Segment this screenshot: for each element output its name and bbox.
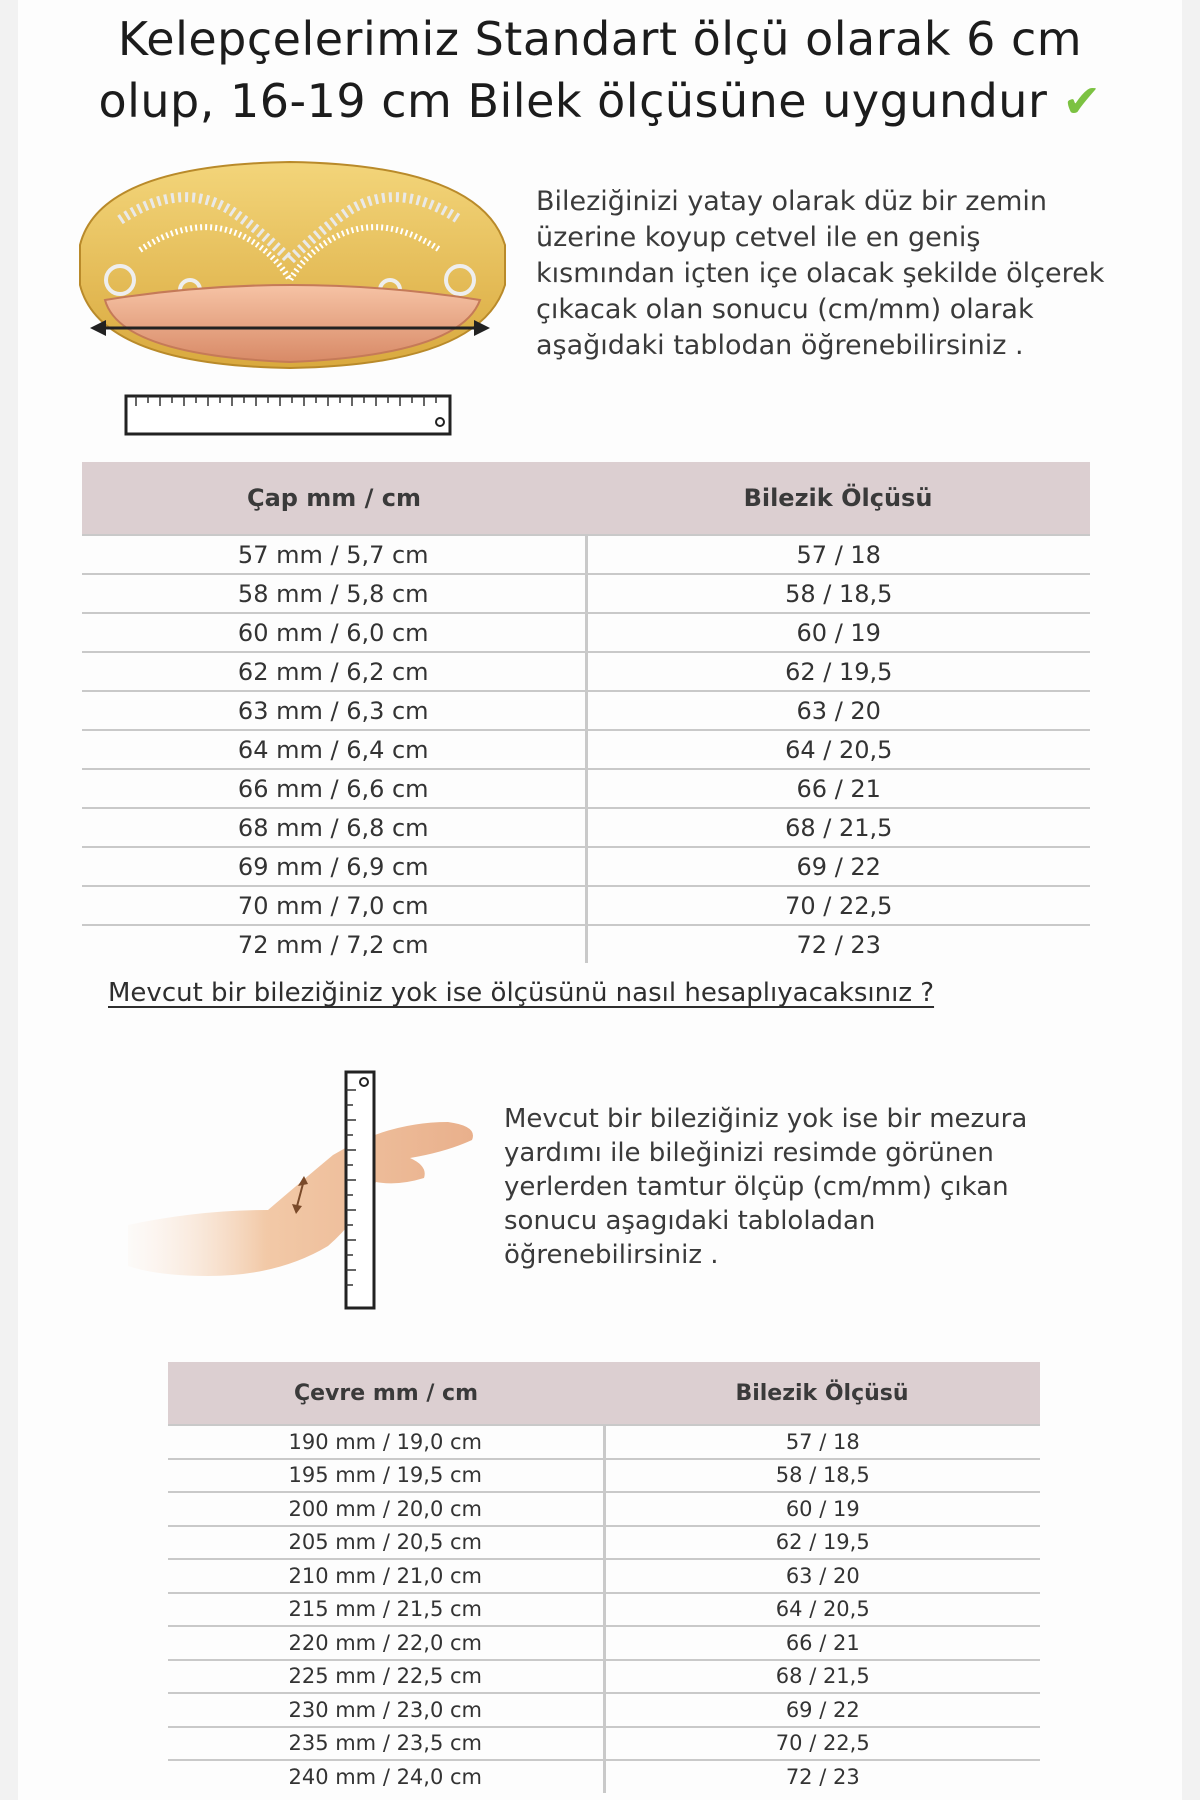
bracelet-size-cell: 70 / 22,5 <box>586 886 1090 925</box>
measurement-cell: 72 mm / 7,2 cm <box>82 925 586 963</box>
table-header-row <box>168 1362 1040 1425</box>
table-row <box>168 1593 1040 1627</box>
bangle-illustration <box>60 150 520 450</box>
bracelet-size-cell: 63 / 20 <box>604 1559 1040 1593</box>
measurement-cell: 66 mm / 6,6 cm <box>82 769 586 808</box>
table-row <box>168 1660 1040 1694</box>
measurement-cell: 63 mm / 6,3 cm <box>82 691 586 730</box>
bracelet-size-cell: 64 / 20,5 <box>586 730 1090 769</box>
hand-measure-icon <box>128 1060 498 1320</box>
measurement-cell: 220 mm / 22,0 cm <box>168 1626 604 1660</box>
measurement-cell: 195 mm / 19,5 cm <box>168 1459 604 1493</box>
bracelet-size-cell: 70 / 22,5 <box>604 1727 1040 1761</box>
table-row <box>82 886 1090 925</box>
bracelet-size-cell: 72 / 23 <box>586 925 1090 963</box>
measurement-cell: 58 mm / 5,8 cm <box>82 574 586 613</box>
table-row <box>168 1693 1040 1727</box>
table-row <box>82 691 1090 730</box>
table-row <box>168 1492 1040 1526</box>
bracelet-size-cell: 60 / 19 <box>604 1492 1040 1526</box>
table-row <box>82 925 1090 963</box>
bracelet-size-cell: 57 / 18 <box>604 1425 1040 1459</box>
measurement-cell: 230 mm / 23,0 cm <box>168 1693 604 1727</box>
measurement-cell: 57 mm / 5,7 cm <box>82 535 586 574</box>
measurement-cell: 70 mm / 7,0 cm <box>82 886 586 925</box>
bracelet-size-cell: 66 / 21 <box>586 769 1090 808</box>
table-row <box>168 1727 1040 1761</box>
bracelet-size-cell: 62 / 19,5 <box>604 1526 1040 1560</box>
mezura-instructions: Mevcut bir bileziğiniz yok ise bir mezura yardımı ile bileğinizi resimde görünen yerlerden tamtur ölçüp (cm/mm) çıkan sonucu aşagıdaki tabloladan öğrenebilirsiniz . <box>504 1104 1028 1270</box>
bracelet-size-cell: 63 / 20 <box>586 691 1090 730</box>
bracelet-size-cell: 64 / 20,5 <box>604 1593 1040 1627</box>
size-guide-page <box>18 0 1182 1800</box>
measurement-cell: 60 mm / 6,0 cm <box>82 613 586 652</box>
table-row <box>168 1526 1040 1560</box>
measurement-cell: 200 mm / 20,0 cm <box>168 1492 604 1526</box>
bracelet-size-cell: 60 / 19 <box>586 613 1090 652</box>
bracelet-size-cell: 68 / 21,5 <box>604 1660 1040 1694</box>
measurement-cell: 190 mm / 19,0 cm <box>168 1425 604 1459</box>
table-row <box>82 769 1090 808</box>
table-row <box>82 613 1090 652</box>
bracelet-size-cell: 58 / 18,5 <box>586 574 1090 613</box>
header-line-1: Kelepçelerimiz Standart ölçü olarak 6 cm <box>117 12 1083 66</box>
table-row <box>168 1425 1040 1459</box>
diameter-table-body <box>82 535 1090 963</box>
column-header-bracelet-size: Bilezik Ölçüsü <box>604 1362 1040 1425</box>
table-header-row <box>82 462 1090 535</box>
circumference-table-body <box>168 1425 1040 1793</box>
table-row <box>82 730 1090 769</box>
bracelet-size-cell: 62 / 19,5 <box>586 652 1090 691</box>
bracelet-size-cell: 57 / 18 <box>586 535 1090 574</box>
bracelet-size-cell: 72 / 23 <box>604 1760 1040 1793</box>
column-header-diameter: Çap mm / cm <box>82 462 586 535</box>
column-header-circumference: Çevre mm / cm <box>168 1362 604 1425</box>
header-line-2 <box>18 70 1182 132</box>
table-row <box>82 847 1090 886</box>
table-row <box>82 808 1090 847</box>
measurement-cell: 62 mm / 6,2 cm <box>82 652 586 691</box>
intro-instructions: Bileziğinizi yatay olarak düz bir zemin üzerine koyup cetvel ile en geniş kısmından içten içe olacak şekilde ölçerek çıkacak olan sonucu (cm/mm) olarak aşağıdaki tablodan öğrenebilirsiniz . <box>536 186 1105 361</box>
measurement-cell: 235 mm / 23,5 cm <box>168 1727 604 1761</box>
bracelet-size-cell: 69 / 22 <box>604 1693 1040 1727</box>
table-row <box>82 652 1090 691</box>
check-icon: ✔ <box>1062 74 1102 128</box>
column-header-bracelet-size: Bilezik Ölçüsü <box>586 462 1090 535</box>
table-row <box>168 1459 1040 1493</box>
ruler-icon <box>124 394 454 438</box>
measurement-cell: 210 mm / 21,0 cm <box>168 1559 604 1593</box>
circumference-size-table <box>168 1362 1040 1793</box>
measurement-cell: 68 mm / 6,8 cm <box>82 808 586 847</box>
bracelet-size-cell: 68 / 21,5 <box>586 808 1090 847</box>
measurement-cell: 215 mm / 21,5 cm <box>168 1593 604 1627</box>
diameter-size-table <box>82 462 1090 963</box>
table-row <box>168 1760 1040 1793</box>
hand-illustration <box>128 1060 498 1320</box>
measurement-cell: 69 mm / 6,9 cm <box>82 847 586 886</box>
table-row <box>82 574 1090 613</box>
header-line-2-text: olup, 16-19 cm Bilek ölçüsüne uygundur <box>98 74 1048 128</box>
bracelet-size-cell: 69 / 22 <box>586 847 1090 886</box>
bracelet-size-cell: 66 / 21 <box>604 1626 1040 1660</box>
measurement-cell: 64 mm / 6,4 cm <box>82 730 586 769</box>
measurement-cell: 225 mm / 22,5 cm <box>168 1660 604 1694</box>
no-bracelet-heading: Mevcut bir bileziğiniz yok ise ölçüsünü nasıl hesaplıyacaksınız ? <box>108 978 935 1008</box>
table-row <box>168 1626 1040 1660</box>
table-row <box>82 535 1090 574</box>
measurement-cell: 240 mm / 24,0 cm <box>168 1760 604 1793</box>
header <box>18 8 1182 132</box>
table-row <box>168 1559 1040 1593</box>
measurement-cell: 205 mm / 20,5 cm <box>168 1526 604 1560</box>
bracelet-size-cell: 58 / 18,5 <box>604 1459 1040 1493</box>
